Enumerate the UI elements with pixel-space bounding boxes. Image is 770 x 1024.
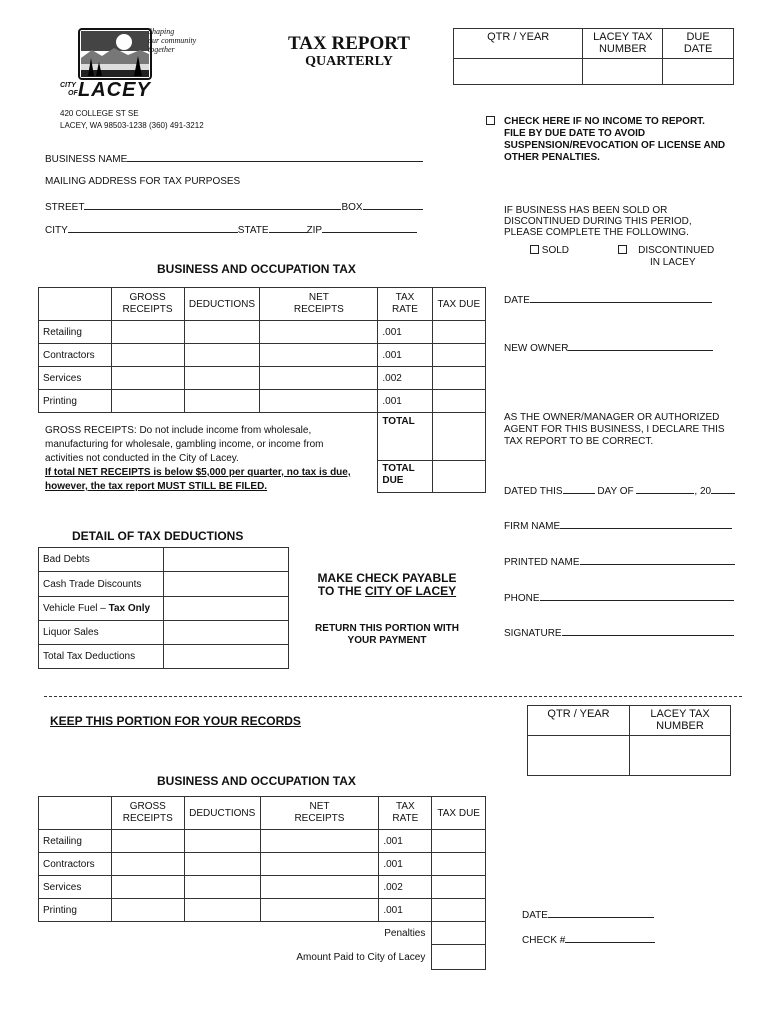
table-row: Printing .001	[39, 899, 486, 922]
signature-field[interactable]: SIGNATURE	[504, 626, 734, 639]
deductions-table	[38, 547, 289, 669]
due-date-header: DUE DATE	[663, 29, 734, 59]
deductions-title: DETAIL OF TAX DEDUCTIONS	[72, 529, 244, 543]
gross-receipts-header: GROSS RECEIPTS	[111, 288, 184, 321]
discontinued-checkbox[interactable]: DISCONTINUED IN LACEY	[618, 245, 714, 269]
logo-tagline: Shaping our community together	[148, 27, 197, 54]
tax-due-header: TAX DUE	[432, 288, 485, 321]
table-row: Cash Trade Discounts	[39, 572, 289, 597]
amount-paid-label: Amount Paid to City of Lacey	[296, 951, 426, 963]
deductions-header: DEDUCTIONS	[184, 288, 260, 321]
table-row: Services .002	[39, 367, 486, 390]
table-row: Retailing .001	[39, 321, 486, 344]
table-row: Vehicle Fuel – Tax Only	[39, 597, 289, 621]
tax-rate-header: TAX RATE	[378, 288, 432, 321]
records-title: KEEP THIS PORTION FOR YOUR RECORDS	[50, 714, 301, 728]
street-field[interactable]: STREET BOX	[45, 200, 423, 213]
total-label: TOTAL	[378, 413, 432, 461]
logo-landscape-graphic	[78, 28, 152, 80]
no-income-checkbox[interactable]	[486, 116, 495, 127]
tax-number-header: LACEY TAX NUMBER	[583, 29, 663, 59]
records-period-table: QTR / YEAR LACEY TAX NUMBER	[527, 705, 731, 776]
gross-receipts-note: GROSS RECEIPTS: Do not include income from wholesale, manufacturing for wholesale, gambling income, or income from activities not conducted in the City of Lacey. If total NET RECEIPTS is below $5,000 per quarter, no tax is due, however, the tax report MUST STILL BE FILED.	[45, 425, 351, 492]
table-row: Liquor Sales	[39, 621, 289, 645]
records-check-field[interactable]: CHECK #	[522, 933, 655, 946]
cut-line	[44, 696, 742, 697]
qtr-year-header: QTR / YEAR	[454, 29, 583, 59]
mailing-address-label: MAILING ADDRESS FOR TAX PURPOSES	[45, 176, 241, 187]
amount-paid-input[interactable]	[432, 945, 486, 970]
logo-city-name: LACEY	[78, 79, 151, 101]
table-row: Printing .001	[39, 390, 486, 413]
sold-notice: IF BUSINESS HAS BEEN SOLD OR DISCONTINUED DURING THIS PERIOD, PLEASE COMPLETE THE FOLLOWING.	[504, 205, 692, 238]
page-subtitle: QUARTERLY	[305, 54, 393, 69]
logo-city-of: CITY OF	[60, 82, 78, 97]
penalties-input[interactable]	[432, 922, 486, 945]
dated-this-field[interactable]: DATED THIS DAY OF , 20	[504, 484, 735, 497]
sold-checkbox[interactable]: SOLD	[530, 245, 569, 256]
total-due-input[interactable]	[432, 461, 485, 493]
no-income-notice: CHECK HERE IF NO INCOME TO REPORT. FILE BY DUE DATE TO AVOID SUSPENSION/REVOCATION OF LICENSE AND OTHER PENALTIES.	[504, 116, 726, 163]
business-name-field[interactable]	[45, 152, 423, 165]
bo-tax-title-records: BUSINESS AND OCCUPATION TAX	[157, 774, 356, 788]
city-state-zip-field[interactable]: CITY STATE ZIP	[45, 223, 417, 236]
period-table	[453, 28, 734, 85]
city-logo	[60, 26, 212, 104]
qtr-year-input[interactable]	[454, 59, 583, 85]
sold-date-field[interactable]: DATE	[504, 293, 712, 306]
make-check-payable: MAKE CHECK PAYABLE TO THE CITY OF LACEY	[317, 571, 457, 598]
tax-number-input[interactable]	[583, 59, 663, 85]
total-input[interactable]	[432, 413, 485, 461]
table-row: Contractors .001	[39, 853, 486, 876]
city-address: 420 COLLEGE ST SE LACEY, WA 98503-1238 (360) 491-3212	[60, 109, 204, 130]
net-receipts-header: NET RECEIPTS	[260, 288, 378, 321]
printed-name-field[interactable]: PRINTED NAME	[504, 555, 735, 568]
table-row: Services .002	[39, 876, 486, 899]
return-portion-note: RETURN THIS PORTION WITH YOUR PAYMENT	[315, 623, 459, 646]
total-due-label: TOTAL DUE	[378, 461, 432, 493]
bo-tax-title: BUSINESS AND OCCUPATION TAX	[157, 262, 356, 276]
firm-name-field[interactable]: FIRM NAME	[504, 519, 732, 532]
new-owner-field[interactable]: NEW OWNER	[504, 341, 713, 354]
table-row: Contractors .001	[39, 344, 486, 367]
records-date-field[interactable]: DATE	[522, 908, 654, 921]
declaration-text: AS THE OWNER/MANAGER OR AUTHORIZED AGENT FOR THIS BUSINESS, I DECLARE THIS TAX REPORT TO BE CORRECT.	[504, 412, 725, 447]
penalties-label: Penalties	[384, 927, 426, 939]
page-title: TAX REPORT	[288, 33, 410, 54]
table-row: Total Tax Deductions	[39, 645, 289, 669]
phone-field[interactable]: PHONE	[504, 591, 734, 604]
table-row: Bad Debts	[39, 548, 289, 572]
business-name-label: BUSINESS NAME	[45, 154, 128, 165]
due-date-input[interactable]	[663, 59, 734, 85]
table-row: Retailing .001	[39, 830, 486, 853]
bo-tax-table-records: GROSS RECEIPTS DEDUCTIONS NET RECEIPTS TAX RATE TAX DUE Retailing .001 Contractors .001 Services .002 Printing .001 Penalties Amount Paid to City of Lacey	[38, 796, 486, 970]
